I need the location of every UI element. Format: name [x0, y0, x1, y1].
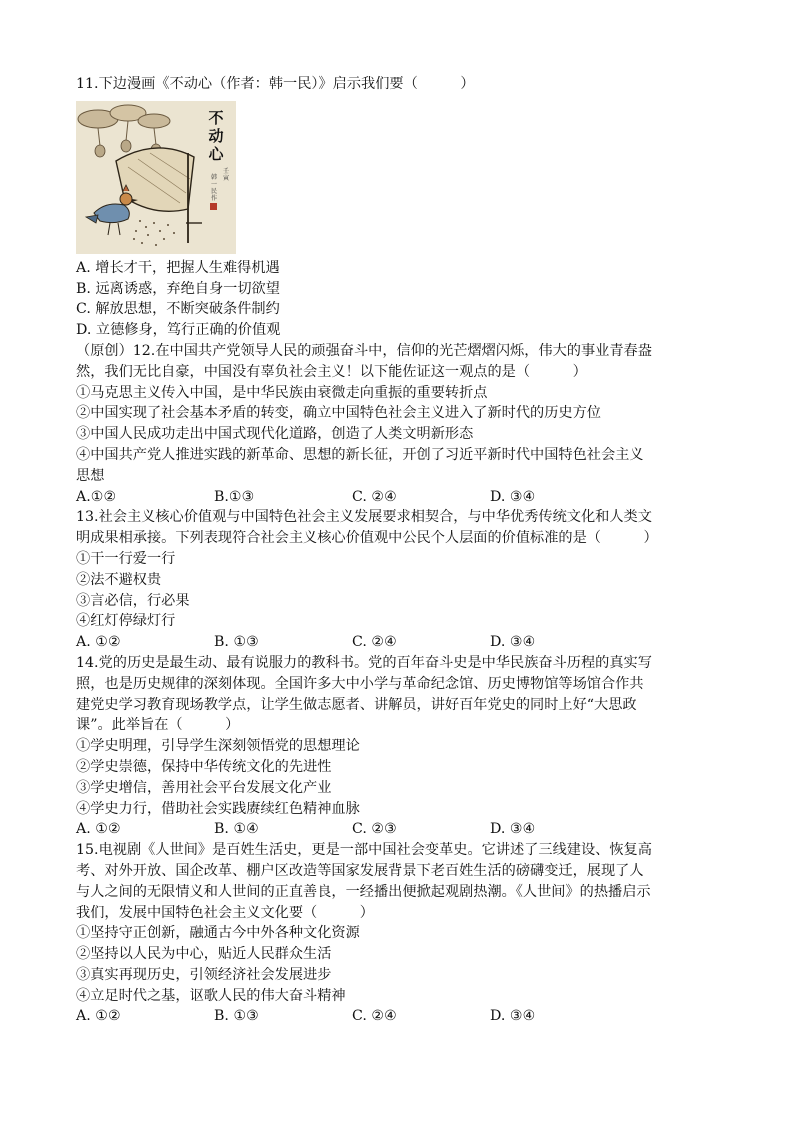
q14-item-3: ③学史增信，善用社会平台发展文化产业: [76, 779, 332, 796]
q15-option-d[interactable]: D. ③④: [490, 1008, 536, 1025]
q14-item-2: ②学史崇德，保持中华传统文化的先进性: [76, 758, 332, 775]
q12-option-d[interactable]: D. ③④: [490, 488, 536, 505]
q14-stem-line2: 照，也是历史规律的深刻体现。全国许多大中小学与革命纪念馆、历史博物馆等场馆合作共: [76, 675, 644, 692]
q15-item-2: ②坚持以人民为中心，贴近人民群众生活: [76, 946, 332, 963]
svg-text:心: 心: [208, 144, 224, 163]
q14-item-4: ④学史力行，借助社会实践赓续红色精神血脉: [76, 800, 360, 817]
exam-page: [76, 74, 726, 1027]
cartoon-illustration: [76, 101, 236, 254]
q14-stem-line4: 课”。此举旨在（ ）: [76, 717, 240, 734]
q14-stem-line1: 14.党的历史是最生动、最有说服力的教科书。党的百年奋斗史是中华民族奋斗历程的真实写: [76, 654, 652, 671]
svg-text:不: 不: [208, 108, 224, 127]
q15-item-3: ③真实再现历史，引领经济社会发展进步: [76, 966, 332, 983]
q12-option-c[interactable]: C. ②④: [352, 488, 397, 505]
q13-option-a[interactable]: A. ①②: [76, 634, 121, 651]
q14-stem-line3: 建党史学习教育现场教学点，让学生做志愿者、讲解员，讲好百年党史的同时上好“大思政: [76, 696, 637, 713]
q13-item-2: ②法不避权贵: [76, 571, 162, 588]
q12-stem-line1: （原创）12.在中国共产党领导人民的顽强奋斗中，信仰的光芒熠熠闪烁，伟大的事业青春盎: [76, 342, 652, 359]
svg-text:寅: 寅: [222, 174, 230, 182]
q15-option-c[interactable]: C. ②④: [352, 1008, 397, 1025]
q13-stem-line2: 明成果相承接。下列表现符合社会主义核心价值观中公民个人层面的价值标准的是（ ）: [76, 530, 658, 547]
q13-option-d[interactable]: D. ③④: [490, 634, 536, 651]
q15-stem-line3: 与人之间的无限情义和人世间的正直善良，一经播出便掀起观剧热潮。《人世间》的热播启示: [76, 883, 651, 900]
q12-stem-line2: 然，我们无比自豪，中国没有辜负社会主义！以下能佐证这一观点的是（ ）: [76, 363, 587, 380]
q12-item-3: ③中国人民成功走出中国式现代化道路，创造了人类文明新形态: [76, 426, 474, 443]
q13-item-3: ③言必信，行必果: [76, 592, 190, 609]
q12-item-4-cont: 思想: [76, 467, 105, 484]
svg-text:动: 动: [208, 126, 224, 145]
svg-text:韩: 韩: [210, 173, 218, 181]
svg-text:作: 作: [210, 194, 218, 202]
q11-option-b[interactable]: B. 远离诱惑，弃绝自身一切欲望: [76, 280, 280, 297]
q14-option-b[interactable]: B. ①④: [214, 821, 259, 838]
q15-item-1: ①坚持守正创新，融通古今中外各种文化资源: [76, 925, 360, 942]
q12-option-a[interactable]: A.①②: [76, 488, 117, 505]
q15-option-b[interactable]: B. ①③: [214, 1008, 259, 1025]
q14-item-1: ①学史明理，引导学生深刻领悟党的思想理论: [76, 738, 360, 755]
q11-option-a[interactable]: A. 增长才干，把握人生难得机遇: [76, 259, 280, 276]
q13-option-b[interactable]: B. ①③: [214, 634, 259, 651]
q13-stem-line1: 13.社会主义核心价值观与中国特色社会主义发展要求相契合，与中华优秀传统文化和人类文: [76, 509, 652, 526]
svg-text:壬: 壬: [222, 167, 230, 175]
cartoon-image: [76, 101, 236, 254]
q15-item-4: ④立足时代之基，讴歌人民的伟大奋斗精神: [76, 987, 346, 1004]
q13-options: [76, 632, 726, 653]
q15-stem-line4: 我们，发展中国特色社会主义文化要（ ）: [76, 904, 374, 921]
q14-option-a[interactable]: A. ①②: [76, 821, 121, 838]
q11-option-d[interactable]: D. 立德修身，笃行正确的价值观: [76, 322, 281, 339]
svg-text:一: 一: [210, 180, 218, 188]
q12-item-2: ②中国实现了社会基本矛盾的转变，确立中国特色社会主义进入了新时代的历史方位: [76, 405, 601, 422]
q15-options: [76, 1006, 726, 1027]
q14-options: [76, 819, 726, 840]
q15-option-a[interactable]: A. ①②: [76, 1008, 121, 1025]
svg-text:民: 民: [210, 187, 218, 195]
q14-option-d[interactable]: D. ③④: [490, 821, 536, 838]
q11-stem: 11.下边漫画《不动心（作者：韩一民）》启示我们要（ ）: [76, 76, 475, 92]
q13-item-1: ①干一行爱一行: [76, 550, 176, 567]
q13-option-c[interactable]: C. ②④: [352, 634, 397, 651]
q12-options: [76, 487, 726, 508]
q14-option-c[interactable]: C. ②③: [352, 821, 397, 838]
q12-item-1: ①马克思主义传入中国，是中华民族由衰微走向重振的重要转折点: [76, 384, 488, 401]
q15-stem-line2: 考、对外开放、国企改革、棚户区改造等国家发展背景下老百姓生活的磅礴变迁，展现了人: [76, 862, 644, 879]
q11-option-c[interactable]: C. 解放思想，不断突破条件制约: [76, 301, 280, 318]
q12-item-4: ④中国共产党人推进实践的新革命、思想的新长征，开创了习近平新时代中国特色社会主义: [76, 446, 644, 463]
q12-option-b[interactable]: B.①③: [214, 488, 255, 505]
q13-item-4: ④红灯停绿灯行: [76, 613, 176, 630]
q15-stem-line1: 15.电视剧《人世间》是百姓生活史，更是一部中国社会变革史。它讲述了三线建设、恢复高: [76, 842, 652, 859]
